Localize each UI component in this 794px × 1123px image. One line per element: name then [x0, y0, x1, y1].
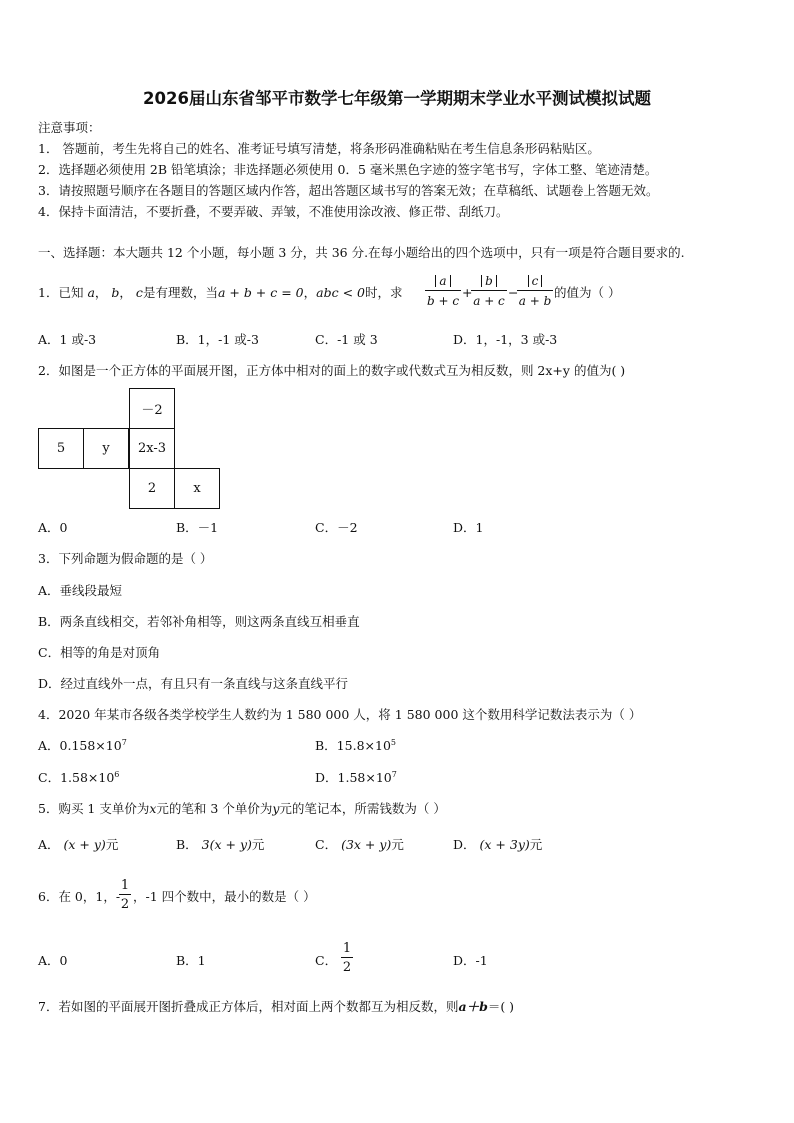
- q6-stem-end: ，-1 四个数中，最小的数是（ ）: [133, 889, 316, 904]
- notice-item-2: 2．选择题必须使用 2B 铅笔填涂；非选择题必须使用 0．5 毫米黑色字迹的签字笔书写，字体工整、笔迹清楚。: [38, 162, 658, 177]
- q5-stem: 5．购买 1 支单价为x元的笔和 3 个单价为y元的笔记本，所需钱数为（ ）: [38, 801, 446, 816]
- notice-item-4: 4．保持卡面清洁，不要折叠，不要弄破、弄皱，不准使用涂改液、修正带、刮纸刀。: [38, 204, 509, 219]
- q4-option-c: C．$1.58\times 10^6$: [38, 770, 120, 785]
- q5-option-c: C． (3x + y)元: [315, 837, 404, 852]
- q2-option-d: D．1: [453, 520, 484, 535]
- q1-stem: 1．已知 a， b， c是有理数，当a + b + c = 0，abc < 0时，求: [38, 285, 403, 300]
- q1-option-d: D．1，-1，3 或-3: [453, 332, 558, 347]
- q4-stem: 4．2020 年某市各级各类学校学生人数约为 1 580 000 人，将 1 580 000 这个数用科学记数法表示为（ ）: [38, 707, 642, 722]
- net-cell: 2x-3: [129, 428, 175, 469]
- q2-stem: 2．如图是一个正方体的平面展开图，正方体中相对的面上的数字或代数式互为相反数，则 2x+y 的值为( ): [38, 363, 626, 378]
- page-title: 2026届山东省邹平市数学七年级第一学期期末学业水平测试模拟试题: [143, 89, 651, 108]
- q1-fraction-3: $\frac{c}{a + b}$: [518, 274, 552, 308]
- q3-option-c: C．相等的角是对顶角: [38, 645, 161, 660]
- q6-option-d: D．-1: [453, 953, 488, 968]
- q1-tail: 的值为（ ）: [554, 285, 621, 300]
- q5-option-b: B． 3(x + y)元: [176, 837, 265, 852]
- q6-option-a: A．0: [38, 953, 68, 968]
- q1-option-c: C．-1 或 3: [315, 332, 378, 347]
- q5-option-d: D． (x + 3y)元: [453, 837, 543, 852]
- q6-stem-start: 6．在 0，1，-: [38, 889, 121, 904]
- q3-option-b: B．两条直线相交，若邻补角相等，则这两条直线互相垂直: [38, 614, 360, 629]
- q6-option-c: C．: [315, 953, 338, 968]
- q7-stem: 7．若如图的平面展开图折叠成正方体后，相对面上两个数都互为相反数，则a＋b＝( ): [38, 999, 515, 1014]
- q4-option-a: A．$0.158\times 10^7$: [38, 738, 127, 753]
- q1-plus: +: [462, 285, 473, 300]
- q2-option-c: C．－2: [315, 520, 358, 535]
- q1-fraction-2: $\frac{b}{a + c}$: [471, 275, 507, 307]
- q1-option-b: B．1，-1 或-3: [176, 332, 259, 347]
- q4-option-b: B．$15.8\times 10^5$: [315, 738, 396, 753]
- notice-item-1: 1． 答题前，考生先将自己的姓名、准考证号填写清楚，将条形码准确粘贴在考生信息条形码粘贴区。: [38, 141, 600, 156]
- q1-fraction-1: $\frac{a}{b + c}$: [426, 274, 460, 308]
- q6-option-c-fraction: $\frac{1}{2}$: [342, 941, 352, 975]
- q1-option-a: A．1 或-3: [38, 332, 97, 347]
- q5-option-a: A． (x + y)元: [38, 837, 119, 852]
- q2-option-b: B．－1: [176, 520, 219, 535]
- net-cell: x: [174, 468, 220, 509]
- net-cell: y: [83, 428, 129, 469]
- net-cell: 2: [129, 468, 175, 509]
- q3-stem: 3．下列命题为假命题的是（ ）: [38, 551, 213, 566]
- q1-minus: −: [508, 285, 519, 300]
- q6-fraction: $\frac{1}{2}$: [120, 878, 130, 912]
- net-cell: －2: [129, 388, 175, 429]
- q2-option-a: A．0: [38, 520, 68, 535]
- notice-item-3: 3．请按照题号顺序在各题目的答题区域内作答，超出答题区域书写的答案无效；在草稿纸、试题卷上答题无效。: [38, 183, 659, 198]
- q3-option-a: A．垂线段最短: [38, 583, 123, 598]
- q4-option-d: D．$1.58\times 10^7$: [315, 770, 397, 785]
- q3-option-d: D．经过直线外一点，有且只有一条直线与这条直线平行: [38, 676, 349, 691]
- net-cell: 5: [38, 428, 84, 469]
- section-heading: 一、选择题：本大题共 12 个小题，每小题 3 分，共 36 分.在每小题给出的四个选项中，只有一项是符合题目要求的.: [38, 245, 685, 260]
- q6-option-b: B．1: [176, 953, 206, 968]
- notice-heading: 注意事项：: [38, 120, 101, 135]
